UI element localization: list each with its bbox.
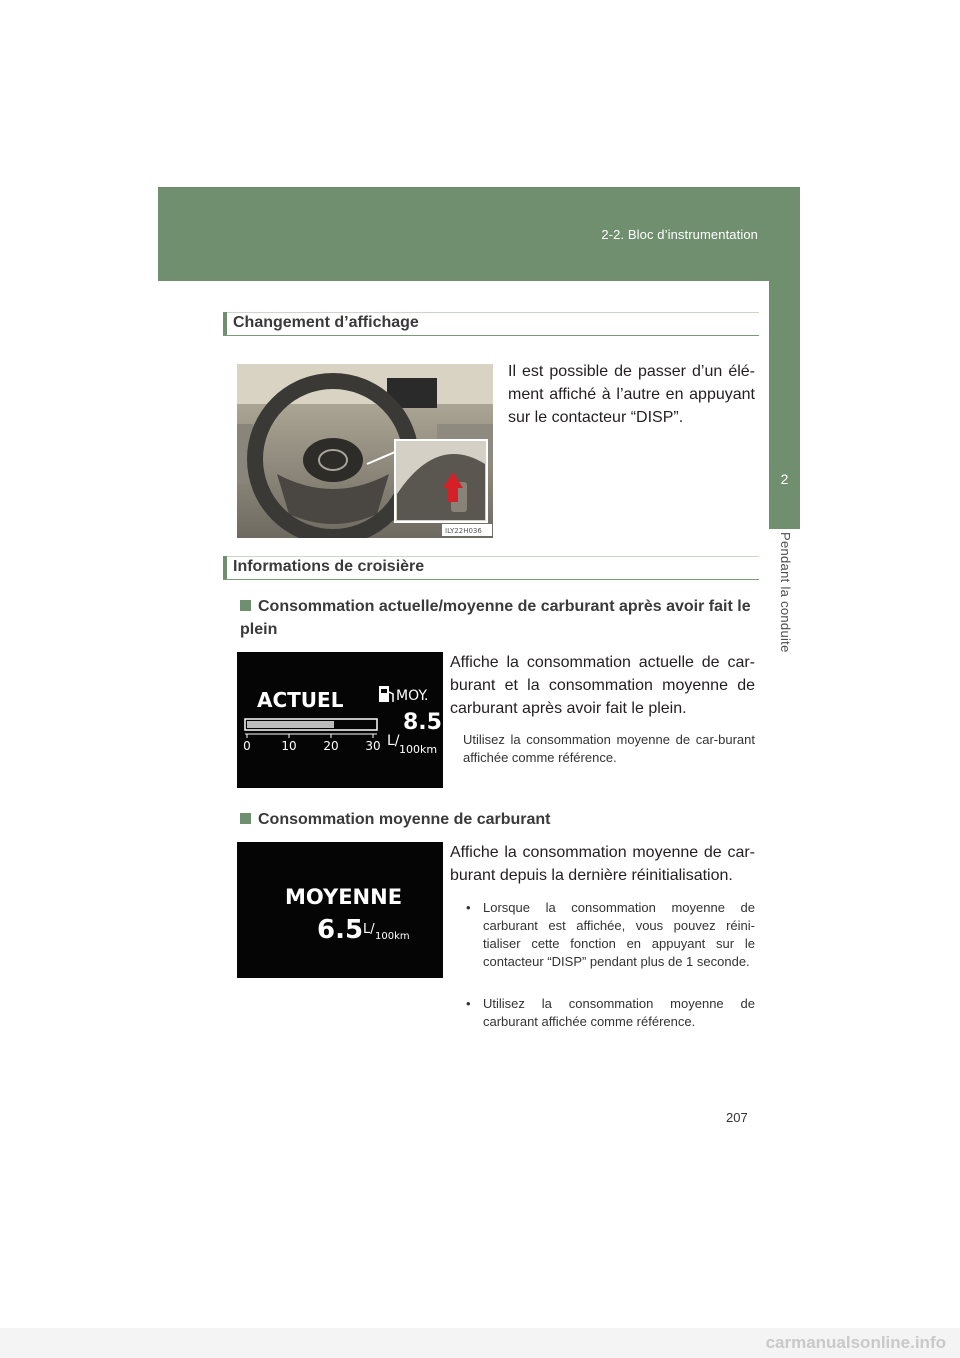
chapter-label: Pendant la conduite <box>778 532 793 653</box>
lcd-unit-top: L/ <box>363 922 375 937</box>
lcd-bar-fill <box>247 721 334 728</box>
steering-wheel-illustration <box>237 364 493 538</box>
lcd-avg-value: 8.5 <box>403 710 442 735</box>
bullet-text: Utilisez la consommation moyenne de carburant affichée comme référence. <box>483 996 755 1029</box>
fuel-pump-icon <box>379 686 393 702</box>
section-heading-display-change <box>223 312 759 336</box>
lcd-tick-label: 20 <box>323 739 339 753</box>
square-bullet-icon <box>240 600 251 611</box>
chapter-tab[interactable] <box>769 281 800 529</box>
watermark-bar <box>0 1328 960 1358</box>
section-title: Changement d’affichage <box>233 314 419 331</box>
lcd-unit-bottom: 100km <box>375 931 410 942</box>
lcd-tick-label: 30 <box>365 739 381 753</box>
lcd-average-value: 6.5 <box>317 915 364 945</box>
watermark-text: carmanualsonline.info <box>765 1333 946 1352</box>
lcd-label-actual: ACTUEL <box>257 688 344 712</box>
lcd-actual-average-display <box>237 652 443 788</box>
subheading-text: Consommation moyenne de carburant <box>258 811 551 828</box>
lcd-average-display <box>237 842 443 978</box>
actual-average-text: Affiche la consommation actuelle de car-burant et la consommation moyenne de carburant après avoir fait le plein. <box>450 654 755 717</box>
lcd-label-average: MOYENNE <box>285 885 403 909</box>
section-heading-cruise-info <box>223 556 759 580</box>
average-text: Affiche la consommation moyenne de car-burant depuis la dernière réinitialisation. <box>450 844 755 884</box>
steering-wheel-icon <box>237 364 493 538</box>
lcd-unit-bottom: 100km <box>399 743 438 756</box>
section-title: Informations de croisière <box>233 558 425 575</box>
lcd-tick-label: 10 <box>281 739 297 753</box>
bullet-item: • Lorsque la consommation moyenne de carburant est affichée, vous pouvez réini-tialiser cette fonction en appuyant sur le contacteur “DISP” pendant plus de 1 seconde. <box>466 900 755 969</box>
subheading-actual-average <box>240 595 755 641</box>
display-change-text: Il est possible de passer d’un élé-ment affiché à l’autre en appuyant sur le contacteur “DISP”. <box>508 363 755 426</box>
header-section-title: 2-2. Bloc d’instrumentation <box>601 227 758 242</box>
subheading-text: Consommation actuelle/moyenne de carburant après avoir fait le plein <box>240 598 751 638</box>
actual-average-note: Utilisez la consommation moyenne de car-burant affichée comme référence. <box>463 732 755 765</box>
page-number: 207 <box>726 1110 748 1125</box>
square-bullet-icon <box>240 813 251 824</box>
header-band <box>158 187 800 281</box>
bullet-item: • Utilisez la consommation moyenne de carburant affichée comme référence. <box>466 996 755 1029</box>
lcd-unit-top: L/ <box>387 733 400 749</box>
subheading-average <box>240 808 755 831</box>
lcd-label-avg: MOY. <box>396 688 429 704</box>
chapter-number: 2 <box>780 471 789 487</box>
lcd-tick-label: 0 <box>243 739 251 753</box>
bullet-text: Lorsque la consommation moyenne de carburant est affichée, vous pouvez réini-tialiser cette fonction en appuyant sur le contacteur “DISP” pendant plus de 1 seconde. <box>483 900 755 969</box>
image-code: ILY22H036 <box>445 527 482 535</box>
